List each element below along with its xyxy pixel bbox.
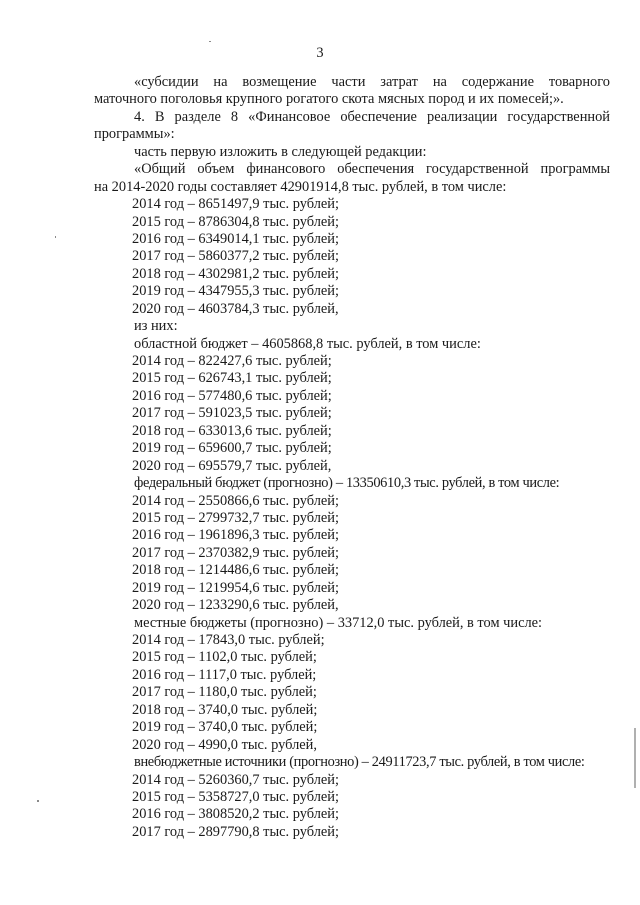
local-year-line: 2015 год – 1102,0 тыс. рублей; [132,649,317,666]
total-year-line: 2018 год – 4302981,2 тыс. рублей; [132,265,339,282]
extrabudgetary-header: внебюджетные источники (прогнозно) – 24911723,7 тыс. рублей, в том числе: [134,754,585,771]
regional-year-line: 2019 год – 659600,7 тыс. рублей; [132,440,332,457]
extrabudgetary-year-line: 2017 год – 2897790,8 тыс. рублей; [132,823,339,840]
federal-budget-header: федеральный бюджет (прогнозно) – 13350610,3 тыс. рублей, в том числе: [134,475,560,492]
page-number: 3 [316,45,324,61]
extrabudgetary-year-line: 2015 год – 5358727,0 тыс. рублей; [132,788,339,805]
total-year-line: 2016 год – 6349014,1 тыс. рублей; [132,230,339,247]
paragraph-line: маточного поголовья крупного рогатого скота мясных пород и их помесей;». [94,91,564,108]
federal-year-line: 2015 год – 2799732,7 тыс. рублей; [132,509,339,526]
total-year-line: 2014 год – 8651497,9 тыс. рублей; [132,196,339,213]
local-year-line: 2016 год – 1117,0 тыс. рублей; [132,666,317,683]
local-year-line: 2018 год – 3740,0 тыс. рублей; [132,701,318,718]
paragraph-line: программы»: [94,126,175,143]
regional-budget-header: областной бюджет – 4605868,8 тыс. рублей, в том числе: [134,335,481,352]
paragraph-line: 4. В разделе 8 «Финансовое обеспечение реализации государственной [134,108,610,125]
regional-year-line: 2014 год – 822427,6 тыс. рублей; [132,353,332,369]
regional-year-line: 2016 год – 577480,6 тыс. рублей; [132,387,332,404]
extrabudgetary-year-line: 2016 год – 3808520,2 тыс. рублей; [132,806,339,823]
federal-year-line: 2017 год – 2370382,9 тыс. рублей; [132,544,339,561]
regional-year-line: 2015 год – 626743,1 тыс. рублей; [132,370,332,387]
paragraph-line: часть первую изложить в следующей редакции: [134,143,427,160]
regional-year-line: 2017 год – 591023,5 тыс. рублей; [132,405,332,422]
paragraph-line: на 2014-2020 годы составляет 42901914,8 тыс. рублей, в том числе: [94,178,507,195]
scan-speck [209,41,211,42]
federal-year-line: 2016 год – 1961896,3 тыс. рублей; [132,527,339,544]
scan-speck [55,236,56,238]
local-year-line: 2019 год – 3740,0 тыс. рублей; [132,719,318,736]
total-year-line: 2017 год – 5860377,2 тыс. рублей; [132,248,339,265]
total-year-line: 2015 год – 8786304,8 тыс. рублей; [132,213,339,230]
scan-edge-mark [634,728,636,788]
paragraph-line: «Общий объем финансового обеспечения государственной программы [134,161,610,178]
local-year-line: 2017 год – 1180,0 тыс. рублей; [132,684,317,701]
local-year-line: 2020 год – 4990,0 тыс. рублей, [132,736,317,753]
regional-year-line: 2018 год – 633013,6 тыс. рублей; [132,422,332,439]
federal-year-line: 2018 год – 1214486,6 тыс. рублей; [132,562,339,579]
total-year-line: 2020 год – 4603784,3 тыс. рублей, [132,300,339,317]
local-year-line: 2014 год – 17843,0 тыс. рублей; [132,632,325,648]
document-body [94,74,610,841]
federal-year-line: 2020 год – 1233290,6 тыс. рублей, [132,597,339,614]
paragraph-line: «субсидии на возмещение части затрат на содержание товарного [134,74,610,90]
regional-year-line: 2020 год – 695579,7 тыс. рублей, [132,457,332,474]
federal-year-line: 2019 год – 1219954,6 тыс. рублей; [132,579,339,596]
local-budget-header: местные бюджеты (прогнозно) – 33712,0 тыс. рублей, в том числе: [134,614,543,631]
total-year-line: 2019 год – 4347955,3 тыс. рублей; [132,283,339,300]
scan-speck [37,800,39,802]
of-them-label: из них: [134,318,178,335]
federal-year-line: 2014 год – 2550866,6 тыс. рублей; [132,492,339,509]
extrabudgetary-year-line: 2014 год – 5260360,7 тыс. рублей; [132,771,339,788]
